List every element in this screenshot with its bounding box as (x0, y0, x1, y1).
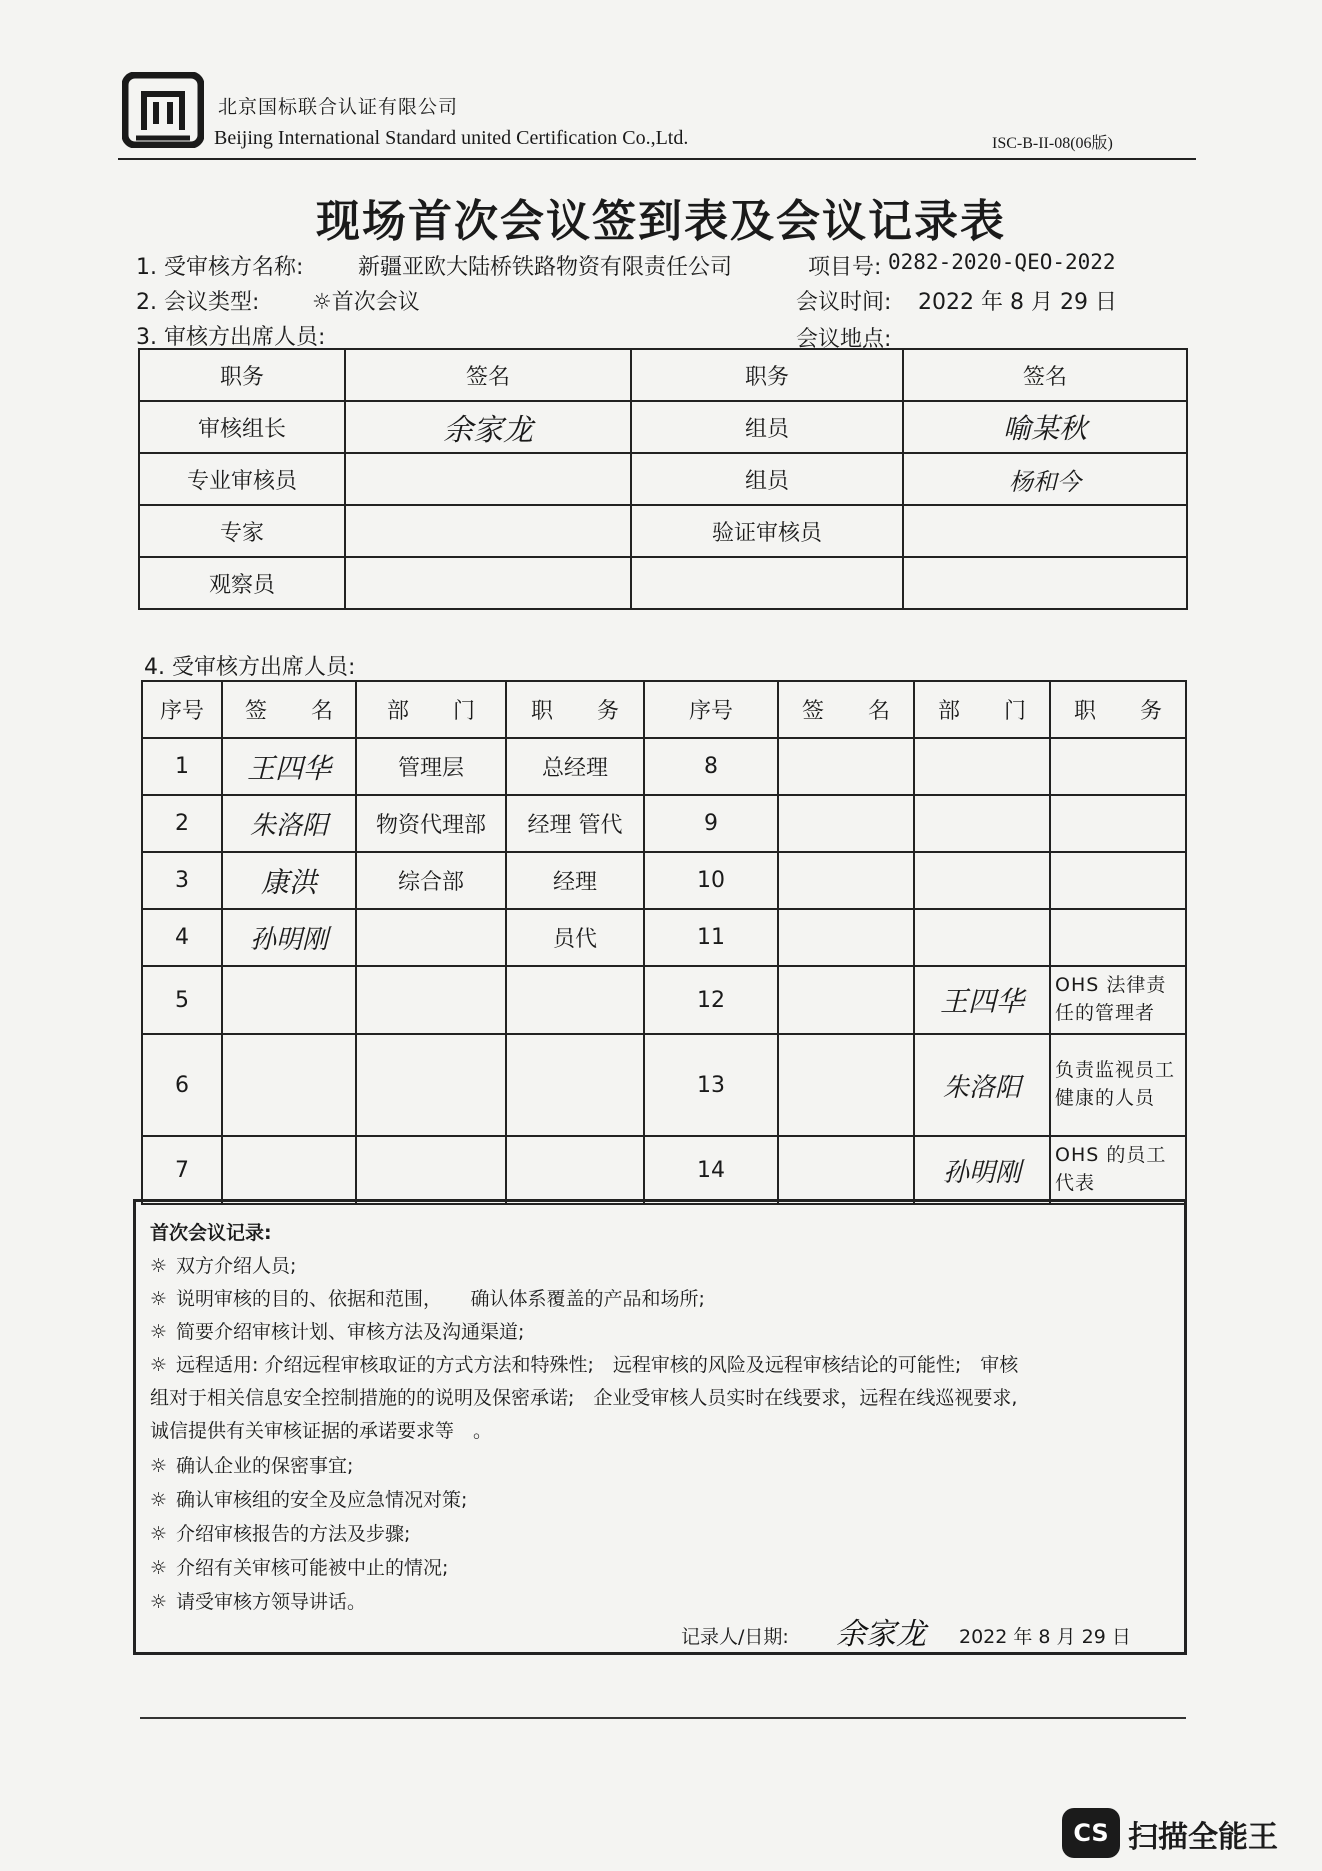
signature-cell (345, 453, 631, 505)
signature-cell (778, 966, 914, 1034)
signature-cell (778, 1034, 914, 1136)
department-cell: 管理层 (356, 738, 506, 795)
table-row (139, 401, 1187, 453)
position-cell: 总经理 (506, 738, 644, 795)
meeting-type-label: 2. 会议类型: (136, 290, 260, 315)
sun-bullet-icon: ☼ (150, 1455, 168, 1477)
seq-cell: 8 (644, 738, 778, 795)
signature-cell (903, 401, 1187, 453)
record-item (150, 1553, 448, 1580)
role-cell: 专家 (139, 505, 345, 557)
auditor-attendance-table (138, 348, 1188, 610)
signature-cell (903, 453, 1187, 505)
position-cell (1050, 852, 1186, 909)
auditee-attendance-table (141, 680, 1187, 1205)
record-title: 首次会议记录: (150, 1222, 272, 1244)
header-cell: 职 务 (1050, 681, 1186, 738)
role-cell: 审核组长 (139, 401, 345, 453)
camscanner-watermark: 扫描全能王 (1128, 1820, 1278, 1855)
signature-cell (903, 505, 1187, 557)
header-cell: 职务 (631, 349, 903, 401)
table-row (139, 453, 1187, 505)
camscanner-logo-icon: CS (1062, 1808, 1120, 1858)
seq-cell: 7 (142, 1136, 222, 1204)
role-cell: 验证审核员 (631, 505, 903, 557)
document-title: 现场首次会议签到表及会议记录表 (316, 196, 1006, 247)
recorder-signature: 余家龙 (836, 1617, 926, 1652)
table-row (142, 1136, 1186, 1204)
record-item (150, 1251, 296, 1278)
record-item-text: 简要介绍审核计划、审核方法及沟通渠道; (176, 1321, 525, 1343)
signature-cell (222, 966, 356, 1034)
handwritten-signature: 朱洛阳 (249, 811, 328, 841)
seq-cell: 6 (142, 1034, 222, 1136)
auditee-table-header (142, 681, 1186, 738)
position-cell (1050, 795, 1186, 852)
signature-cell (345, 557, 631, 609)
sun-bullet-icon: ☼ (150, 1557, 168, 1579)
record-item-text: 说明审核的目的、依据和范围， 确认体系覆盖的产品和场所; (176, 1288, 705, 1310)
signature-cell (778, 738, 914, 795)
record-item (150, 1317, 524, 1344)
signature-cell (222, 1136, 356, 1204)
seq-cell: 12 (644, 966, 778, 1034)
header-cell: 职 务 (506, 681, 644, 738)
handwritten-signature: 王四华 (246, 751, 331, 785)
header-cell: 职务 (139, 349, 345, 401)
table-row (142, 852, 1186, 909)
seq-cell: 14 (644, 1136, 778, 1204)
department-cell (356, 909, 506, 966)
record-item-continuation: 诚信提供有关审核证据的承诺要求等 。 (150, 1420, 493, 1442)
sun-bullet-icon: ☼ (150, 1523, 168, 1545)
record-item (150, 1350, 1018, 1377)
position-cell (506, 1034, 644, 1136)
handwritten-signature: 杨和今 (1009, 467, 1081, 496)
sun-bullet-icon: ☼ (150, 1489, 168, 1511)
table-row (142, 1034, 1186, 1136)
position-cell (506, 966, 644, 1034)
ohs-role-cell: 负责监视员工健康的人员 (1050, 1034, 1186, 1136)
signature-cell (222, 909, 356, 966)
sun-bullet-icon: ☼ (150, 1321, 168, 1343)
handwritten-signature: 王四华 (939, 985, 1024, 1018)
auditor-table-header (139, 349, 1187, 401)
signature-cell (778, 909, 914, 966)
project-no-label: 项目号: (808, 255, 882, 280)
seq-cell: 9 (644, 795, 778, 852)
record-item (150, 1519, 410, 1546)
meeting-location-label: 会议地点: (796, 327, 892, 352)
position-cell (506, 1136, 644, 1204)
department-cell (914, 795, 1050, 852)
table-row (139, 557, 1187, 609)
department-cell (914, 909, 1050, 966)
ohs-signature-cell (914, 1136, 1050, 1204)
record-item-text: 介绍有关审核可能被中止的情况; (176, 1557, 449, 1579)
record-item-text: 请受审核方领导讲话。 (176, 1591, 367, 1613)
role-cell: 组员 (631, 401, 903, 453)
seq-cell: 13 (644, 1034, 778, 1136)
role-cell: 观察员 (139, 557, 345, 609)
handwritten-signature: 康洪 (260, 865, 317, 899)
signature-cell (903, 557, 1187, 609)
header-cell: 部 门 (356, 681, 506, 738)
signature-cell (778, 852, 914, 909)
department-cell (356, 966, 506, 1034)
table-row (142, 909, 1186, 966)
record-item (150, 1587, 366, 1614)
header-cell: 序号 (644, 681, 778, 738)
sun-bullet-icon: ☼ (150, 1354, 168, 1376)
signature-cell (778, 1136, 914, 1204)
header-cell: 签 名 (222, 681, 356, 738)
department-cell (356, 1136, 506, 1204)
record-item-text: 确认审核组的安全及应急情况对策; (176, 1489, 468, 1511)
record-item-text: 双方介绍人员; (176, 1255, 297, 1277)
handwritten-signature: 余家龙 (443, 413, 533, 448)
table-row (142, 795, 1186, 852)
header-cell: 签名 (903, 349, 1187, 401)
position-cell (1050, 738, 1186, 795)
department-cell: 物资代理部 (356, 795, 506, 852)
ohs-role-cell: OHS 的员工代表 (1050, 1136, 1186, 1204)
signature-cell (345, 401, 631, 453)
signature-cell (222, 852, 356, 909)
recorder-label: 记录人/日期: (681, 1626, 789, 1648)
footer-divider (140, 1717, 1186, 1719)
project-no-value: 0282-2020-QEO-2022 (888, 250, 1116, 274)
handwritten-signature: 朱洛阳 (942, 1072, 1021, 1103)
company-name-cn: 北京国标联合认证有限公司 (218, 96, 459, 118)
company-logo (122, 72, 204, 148)
position-cell: 经理 (506, 852, 644, 909)
record-item (150, 1485, 467, 1512)
role-cell: 组员 (631, 453, 903, 505)
meeting-record-box (133, 1199, 1187, 1655)
company-name-en: Beijing International Standard united Certification Co.,Ltd. (214, 127, 689, 149)
table-row (142, 738, 1186, 795)
header-cell: 部 门 (914, 681, 1050, 738)
handwritten-signature: 喻某秋 (1002, 412, 1087, 445)
auditor-attendees-label: 3. 审核方出席人员: (136, 325, 326, 350)
seq-cell: 4 (142, 909, 222, 966)
record-item-text: 介绍审核报告的方法及步骤; (176, 1523, 411, 1545)
auditee-attendees-label: 4. 受审核方出席人员: (144, 655, 356, 680)
sun-bullet-icon: ☼ (150, 1255, 168, 1277)
form-code: ISC-B-II-08(06版) (992, 135, 1113, 152)
signature-cell (222, 738, 356, 795)
position-cell: 经理 管代 (506, 795, 644, 852)
signature-cell (345, 505, 631, 557)
table-row (139, 505, 1187, 557)
seq-cell: 1 (142, 738, 222, 795)
record-date: 2022 年 8 月 29 日 (959, 1626, 1131, 1648)
handwritten-signature: 孙明刚 (249, 925, 328, 955)
role-cell (631, 557, 903, 609)
auditee-name-label: 1. 受审核方名称: (136, 255, 304, 280)
seq-cell: 11 (644, 909, 778, 966)
seq-cell: 3 (142, 852, 222, 909)
seq-cell: 5 (142, 966, 222, 1034)
department-cell (914, 852, 1050, 909)
sun-bullet-icon: ☼ (150, 1591, 168, 1613)
auditee-name-value: 新疆亚欧大陆桥铁路物资有限责任公司 (358, 255, 733, 280)
role-cell: 专业审核员 (139, 453, 345, 505)
signature-cell (222, 1034, 356, 1136)
department-cell (356, 1034, 506, 1136)
position-cell: 员代 (506, 909, 644, 966)
meeting-type-value: ☼首次会议 (312, 290, 420, 315)
ohs-signature-cell (914, 1034, 1050, 1136)
record-item-text: 远程适用: 介绍远程审核取证的方式方法和特殊性; 远程审核的风险及远程审核结论的可能性; 审核 (176, 1354, 1019, 1376)
header-divider (118, 158, 1196, 160)
signature-cell (778, 795, 914, 852)
signature-cell (222, 795, 356, 852)
record-item-continuation: 组对于相关信息安全控制措施的的说明及保密承诺; 企业受审核人员实时在线要求，远程在线巡视要求, (150, 1387, 1018, 1409)
seq-cell: 2 (142, 795, 222, 852)
meeting-time-value: 2022 年 8 月 29 日 (918, 290, 1117, 315)
record-item (150, 1284, 705, 1311)
handwritten-signature: 孙明刚 (942, 1157, 1021, 1188)
position-cell (1050, 909, 1186, 966)
ohs-role-cell: OHS 法律责任的管理者 (1050, 966, 1186, 1034)
header-cell: 签名 (345, 349, 631, 401)
sun-bullet-icon: ☼ (150, 1288, 168, 1310)
department-cell: 综合部 (356, 852, 506, 909)
header-cell: 签 名 (778, 681, 914, 738)
seq-cell: 10 (644, 852, 778, 909)
department-cell (914, 738, 1050, 795)
meeting-time-label: 会议时间: (796, 290, 892, 315)
header-cell: 序号 (142, 681, 222, 738)
table-row (142, 966, 1186, 1034)
ohs-signature-cell (914, 966, 1050, 1034)
record-item (150, 1451, 353, 1478)
record-item-text: 确认企业的保密事宜; (176, 1455, 354, 1477)
